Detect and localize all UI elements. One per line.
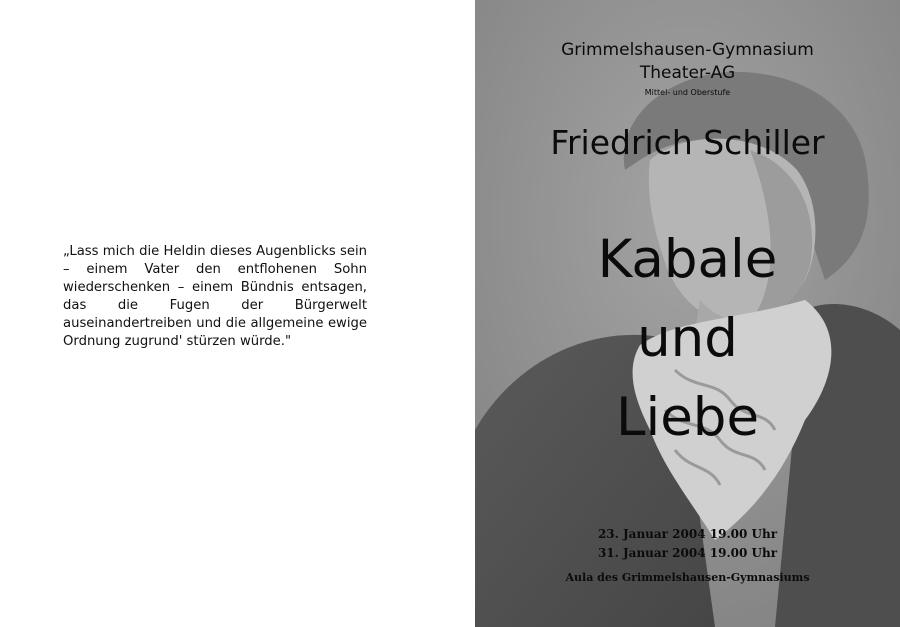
- play-title: [475, 220, 900, 457]
- title-line-3: Liebe: [615, 387, 760, 448]
- author-name: Friedrich Schiller: [550, 123, 825, 162]
- theater-club: Theater-AG: [639, 63, 736, 83]
- venue: Aula des Grimmelshausen-Gymnasiums: [565, 571, 810, 584]
- title-line-2: und: [637, 308, 738, 369]
- title-line-1: Kabale: [597, 229, 778, 290]
- cover-panel: [475, 0, 900, 627]
- school-level: Mittel- und Oberstufe: [644, 88, 731, 97]
- school-name: Grimmelshausen-Gymnasium: [561, 40, 814, 60]
- performance-date-2: 31. Januar 2004 19.00 Uhr: [597, 546, 778, 560]
- performance-date-1: 23. Januar 2004 19.00 Uhr: [597, 527, 778, 541]
- quote-text: „Lass mich die Heldin dieses Augenblicks sein – einem Vater den entflohenen Sohn wiederschenken – einem Bündnis entsagen, das die Fugen der Bürgerwelt auseinandertreiben und die allgemeine ewige Ordnung zugrund' stürzen würde.": [63, 244, 367, 349]
